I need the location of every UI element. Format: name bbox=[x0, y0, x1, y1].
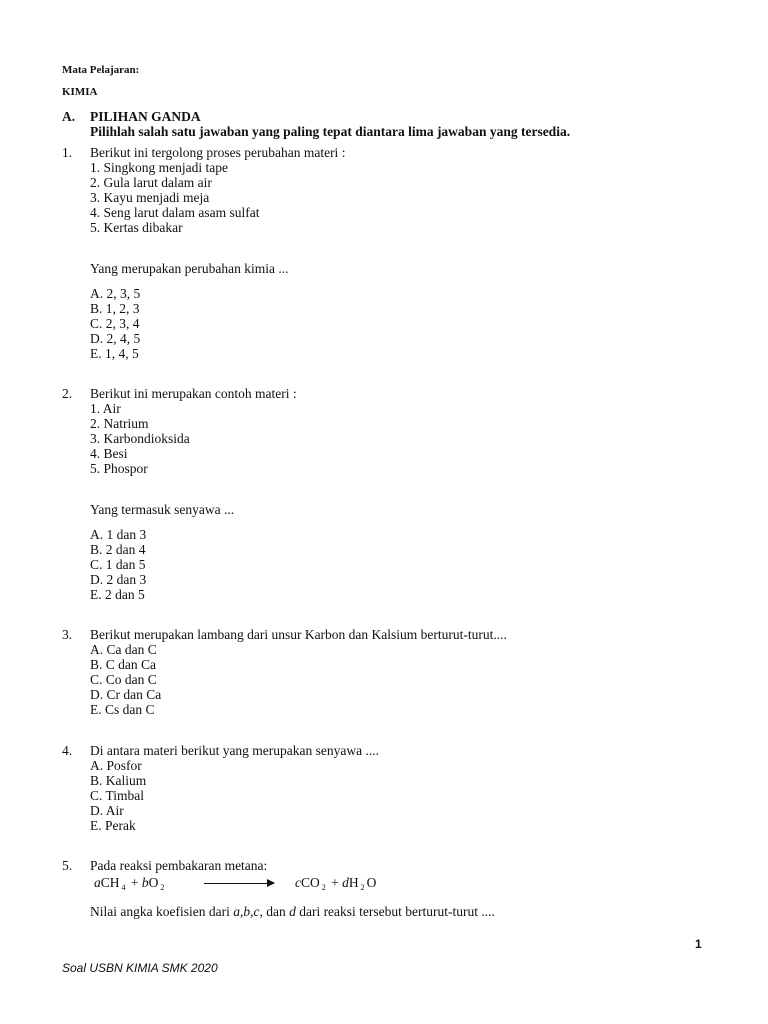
question-1-list bbox=[90, 160, 259, 235]
answer-option-c: C. 1 dan 5 bbox=[90, 557, 146, 572]
answer-option-c: C. Co dan C bbox=[90, 672, 157, 687]
formula-h: H bbox=[348, 875, 359, 890]
answer-option-a: A. Ca dan C bbox=[90, 642, 157, 657]
answer-option-e: E. 2 dan 5 bbox=[90, 587, 145, 602]
list-item: 3. Kayu menjadi meja bbox=[90, 190, 210, 205]
question-2-list bbox=[90, 401, 190, 476]
answer-option-d: D. Air bbox=[90, 803, 124, 818]
prompt-text: dari reaksi tersebut berturut-turut .... bbox=[295, 904, 495, 919]
answer-option-d: D. 2, 4, 5 bbox=[90, 331, 141, 346]
coefficient-c: c bbox=[295, 875, 301, 890]
coefficient-a: a bbox=[94, 875, 101, 890]
list-item: 2. Gula larut dalam air bbox=[90, 175, 212, 190]
question-3-text: Berikut merupakan lambang dari unsur Karbon dan Kalsium berturut-turut.... bbox=[90, 627, 507, 642]
question-3-number: 3. bbox=[62, 627, 73, 642]
answer-option-e: E. Perak bbox=[90, 818, 136, 833]
question-2-text: Berikut ini merupakan contoh materi : bbox=[90, 386, 297, 401]
list-item: 1. Air bbox=[90, 401, 121, 416]
question-2-prompt: Yang termasuk senyawa ... bbox=[90, 502, 235, 517]
question-5-prompt bbox=[90, 904, 495, 919]
formula-co: CO bbox=[301, 875, 320, 890]
section-title: PILIHAN GANDA bbox=[90, 109, 201, 124]
reaction-products bbox=[295, 875, 376, 895]
question-2-options bbox=[90, 527, 146, 602]
section-letter: A. bbox=[62, 109, 76, 124]
answer-option-d: D. Cr dan Ca bbox=[90, 687, 162, 702]
subscript-2: 2 bbox=[321, 883, 326, 892]
answer-option-c: C. 2, 3, 4 bbox=[90, 316, 140, 331]
subject-label: Mata Pelajaran: bbox=[62, 64, 140, 76]
list-item: 3. Karbondioksida bbox=[90, 431, 190, 446]
reaction-arrow-icon bbox=[204, 883, 274, 884]
question-5-text: Pada reaksi pembakaran metana: bbox=[90, 858, 268, 873]
question-2-number: 2. bbox=[62, 386, 73, 401]
question-1-options bbox=[90, 286, 140, 361]
list-item: 4. Seng larut dalam asam sulfat bbox=[90, 205, 260, 220]
formula-ch: CH bbox=[100, 875, 120, 890]
answer-option-b: B. Kalium bbox=[90, 773, 147, 788]
subscript-2: 2 bbox=[160, 883, 165, 892]
list-item: 4. Besi bbox=[90, 446, 128, 461]
answer-option-e: E. 1, 4, 5 bbox=[90, 346, 139, 361]
prompt-var-d: d bbox=[289, 904, 296, 919]
question-1-text: Berikut ini tergolong proses perubahan materi : bbox=[90, 145, 346, 160]
answer-option-c: C. Timbal bbox=[90, 788, 145, 803]
list-item: 2. Natrium bbox=[90, 416, 149, 431]
page-number: 1 bbox=[695, 937, 702, 951]
formula-o: O bbox=[366, 875, 377, 890]
answer-option-d: D. 2 dan 3 bbox=[90, 572, 147, 587]
subscript-4: 4 bbox=[121, 883, 126, 892]
subscript-2: 2 bbox=[360, 883, 365, 892]
answer-option-a: A. 2, 3, 5 bbox=[90, 286, 141, 301]
answer-option-e: E. Cs dan C bbox=[90, 702, 155, 717]
answer-option-b: B. 2 dan 4 bbox=[90, 542, 146, 557]
coefficient-b: b bbox=[141, 875, 149, 890]
plus-sign: + bbox=[130, 875, 139, 890]
plus-sign: + bbox=[331, 875, 339, 890]
question-1-number: 1. bbox=[62, 145, 73, 160]
question-4-text: Di antara materi berikut yang merupakan senyawa .... bbox=[90, 743, 380, 758]
coefficient-d: d bbox=[342, 875, 349, 890]
question-4-options bbox=[90, 758, 146, 833]
list-item: 5. Kertas dibakar bbox=[90, 220, 183, 235]
question-4-number: 4. bbox=[62, 743, 73, 758]
list-item: 1. Singkong menjadi tape bbox=[90, 160, 228, 175]
section-instruction: Pilihlah salah satu jawaban yang paling tepat diantara lima jawaban yang tersedia. bbox=[90, 124, 571, 139]
answer-option-b: B. 1, 2, 3 bbox=[90, 301, 140, 316]
question-1-prompt: Yang merupakan perubahan kimia ... bbox=[90, 261, 289, 276]
reaction-reactants bbox=[94, 875, 166, 895]
question-5-number: 5. bbox=[62, 858, 73, 873]
prompt-vars: a,b,c, bbox=[233, 904, 263, 919]
list-item: 5. Phospor bbox=[90, 461, 148, 476]
subject-name: KIMIA bbox=[62, 86, 98, 98]
prompt-text: dan bbox=[262, 904, 290, 919]
footer-label: Soal USBN KIMIA SMK 2020 bbox=[62, 961, 218, 975]
question-3-options bbox=[90, 642, 161, 717]
answer-option-b: B. C dan Ca bbox=[90, 657, 156, 672]
formula-o: O bbox=[148, 875, 159, 890]
answer-option-a: A. Posfor bbox=[90, 758, 142, 773]
answer-option-a: A. 1 dan 3 bbox=[90, 527, 147, 542]
prompt-text: Nilai angka koefisien dari bbox=[90, 904, 234, 919]
